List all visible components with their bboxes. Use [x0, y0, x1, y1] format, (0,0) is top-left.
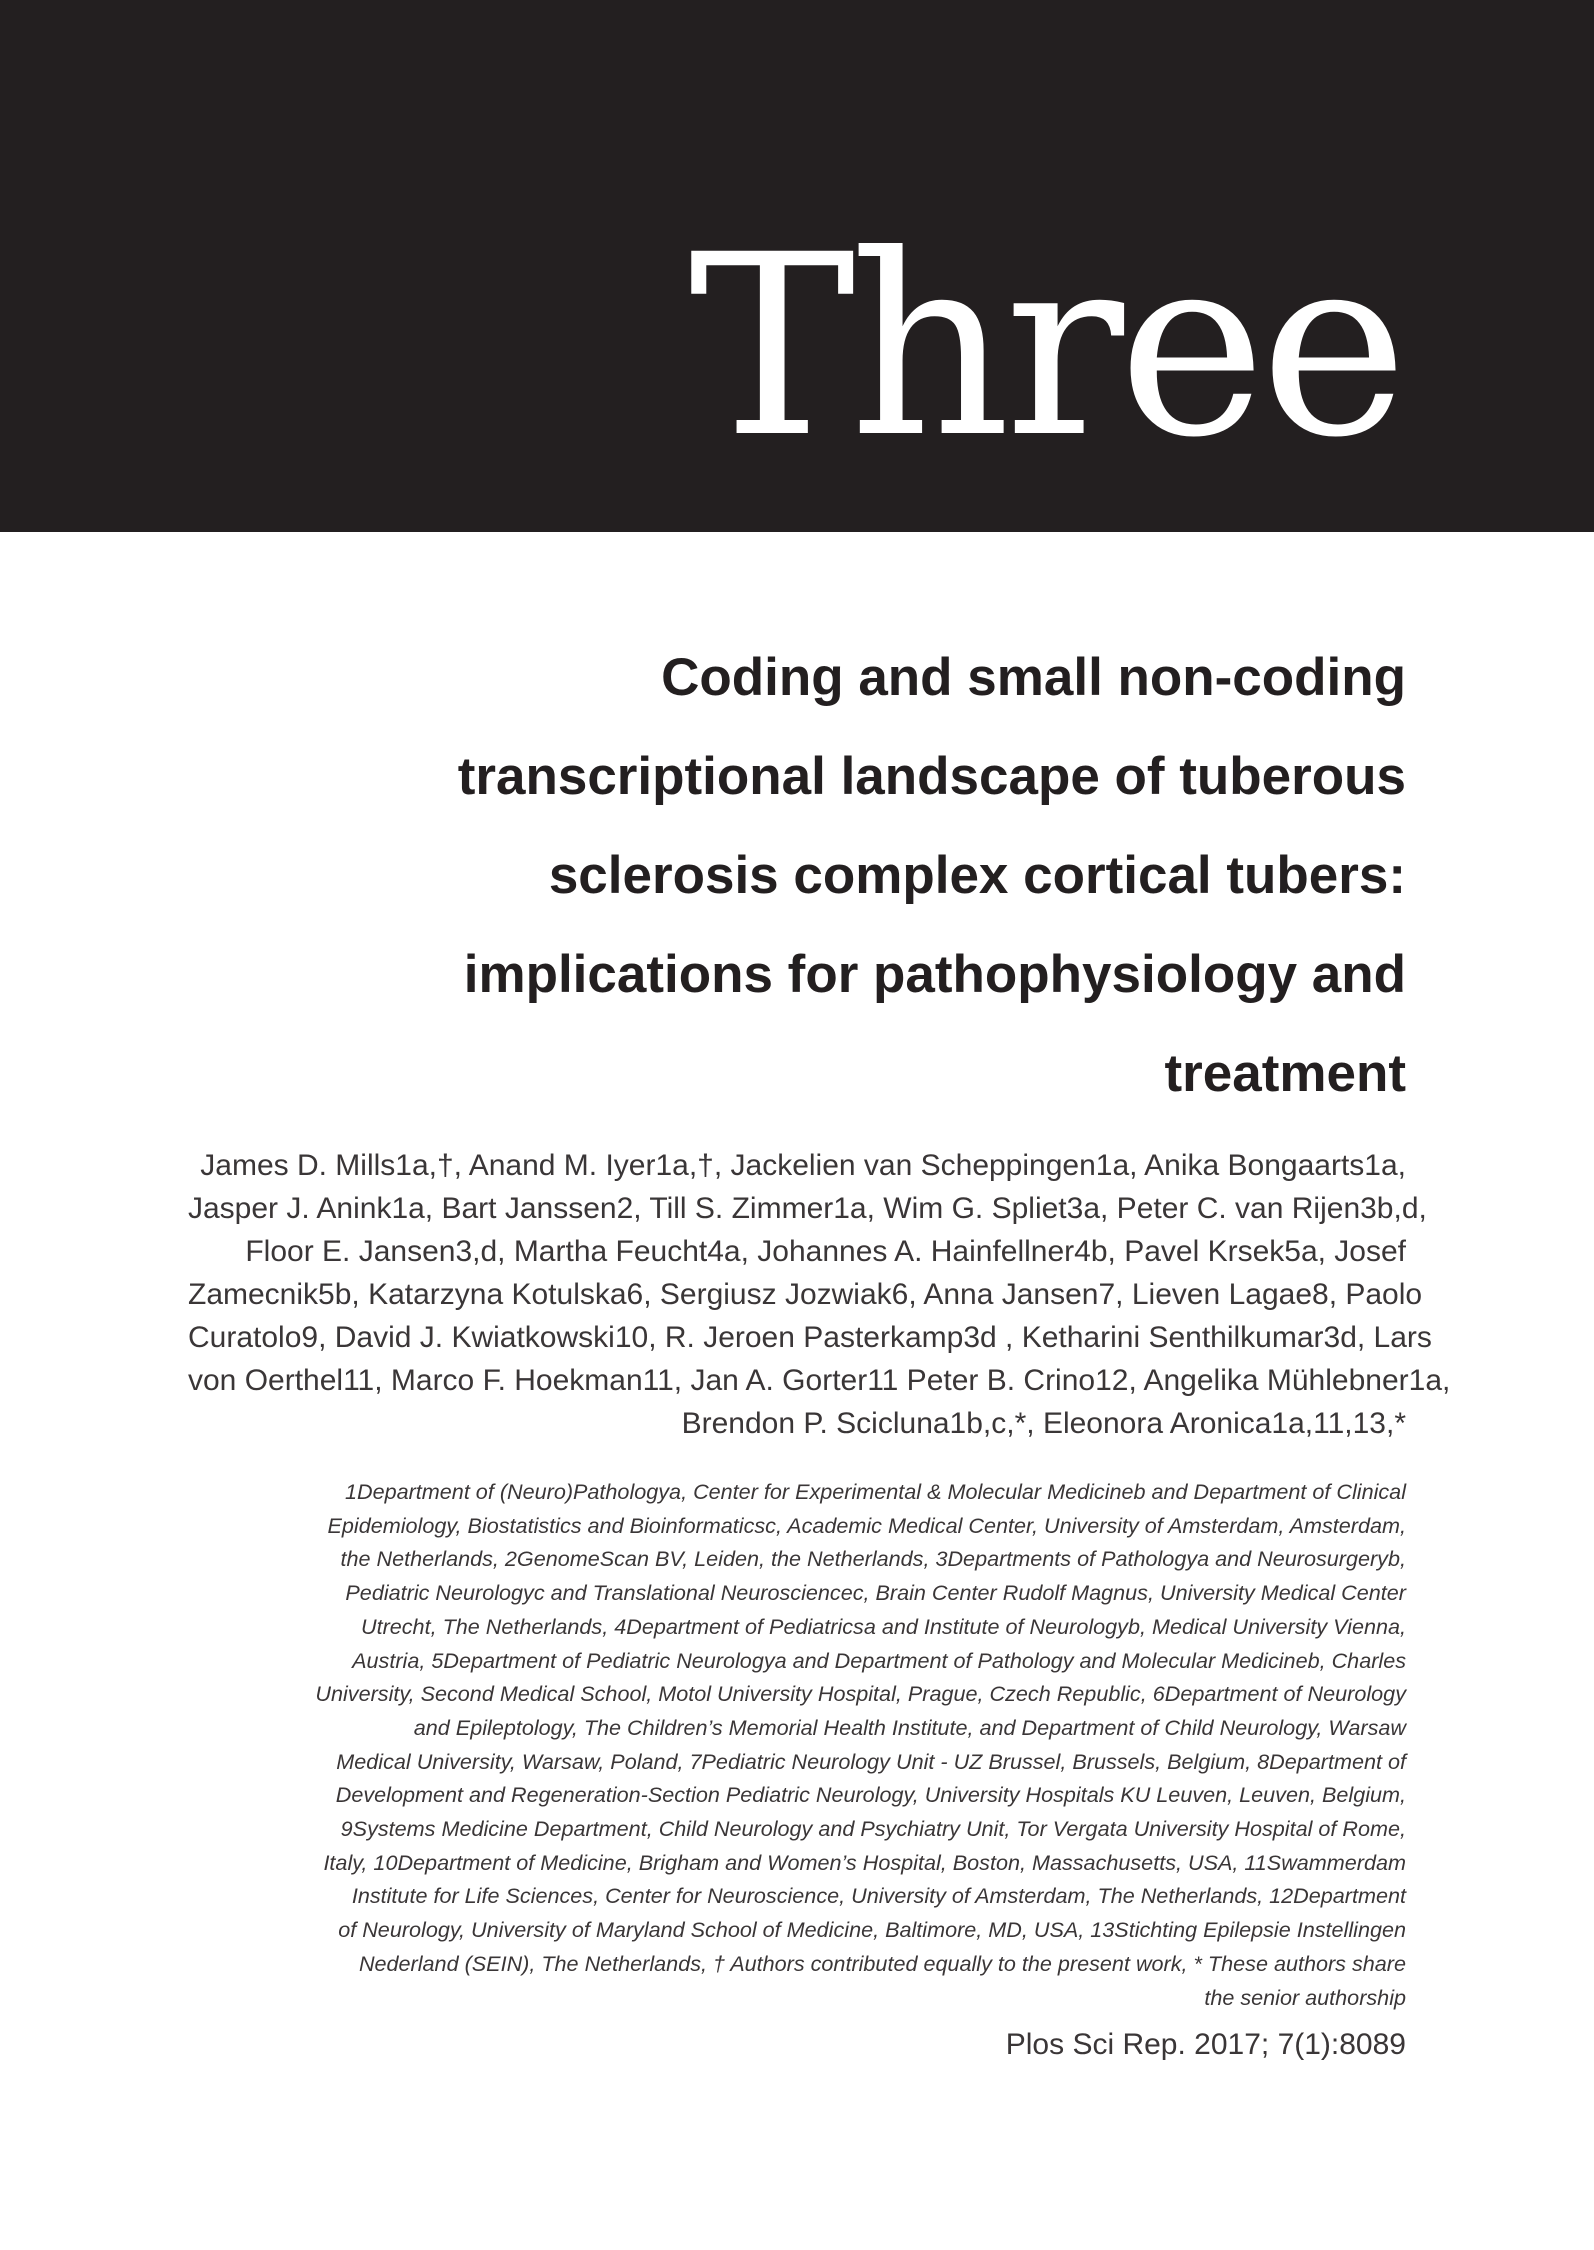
author-line: von Oerthel11, Marco F. Hoekman11, Jan A. Gorter11 Peter B. Crino12, Angelika Mühlebner1a, [188, 1364, 1451, 1397]
affiliation-line: the senior authorship [1204, 1984, 1406, 2010]
affiliation-line: Institute for Life Sciences, Center for Neuroscience, University of Amsterdam, The Netherlands, 12Department [351, 1883, 1406, 1909]
paper-title [188, 628, 1406, 1123]
title-line: sclerosis complex cortical tubers: [548, 846, 1406, 905]
affiliation-line: Epidemiology, Biostatistics and Bioinformaticsc, Academic Medical Center, University of Amsterdam, Amsterdam, [327, 1512, 1406, 1538]
affiliation-line: Nederland (SEIN), The Netherlands, † Authors contributed equally to the present work, * These authors share [358, 1950, 1406, 1976]
title-line: treatment [1164, 1044, 1406, 1103]
chapter-number-heading: Three [688, 201, 1402, 492]
title-line: Coding and small non-coding [661, 648, 1406, 707]
affiliation-line: Medical University, Warsaw, Poland, 7Pediatric Neurology Unit - UZ Brussel, Brussels, Belgium, 8Department of [336, 1748, 1406, 1774]
affiliation-line: 1Department of (Neuro)Pathologya, Center for Experimental & Molecular Medicineb and Department of Clinical [344, 1479, 1406, 1504]
affiliation-line: Austria, 5Department of Pediatric Neurologya and Department of Pathology and Molecular Medicineb, Charles [352, 1647, 1406, 1673]
author-line: Zamecnik5b, Katarzyna Kotulska6, Sergiusz Jozwiak6, Anna Jansen7, Lieven Lagae8, Paolo [188, 1278, 1423, 1311]
affiliation-line: 9Systems Medicine Department, Child Neurology and Psychiatry Unit, Tor Vergata University Hospital of Rome, [340, 1816, 1406, 1842]
chapter-banner [0, 0, 1594, 532]
affiliation-line: University, Second Medical School, Motol University Hospital, Prague, Czech Republic, 6Department of Neurology [315, 1681, 1406, 1707]
affiliations-block [188, 1475, 1406, 2014]
journal-citation: Plos Sci Rep. 2017; 7(1):8089 [1005, 2028, 1406, 2061]
author-line: Floor E. Jansen3,d, Martha Feucht4a, Johannes A. Hainfellner4b, Pavel Krsek5a, Josef [245, 1235, 1406, 1268]
affiliation-line: Development and Regeneration-Section Pediatric Neurology, University Hospitals KU Leuven, Leuven, Belgium, [335, 1782, 1406, 1808]
author-line: Brendon P. Scicluna1b,c,*, Eleonora Aronica1a,11,13,* [681, 1407, 1406, 1440]
author-line: James D. Mills1a,†, Anand M. Iyer1a,†, Jackelien van Scheppingen1a, Anika Bongaarts1a, [200, 1149, 1406, 1182]
title-line: implications for pathophysiology and [463, 945, 1406, 1004]
author-line: Jasper J. Anink1a, Bart Janssen2, Till S. Zimmer1a, Wim G. Spliet3a, Peter C. van Rijen3b,d, [188, 1192, 1427, 1225]
author-line: Curatolo9, David J. Kwiatkowski10, R. Jeroen Pasterkamp3d , Ketharini Senthilkumar3d, Lars [188, 1321, 1432, 1354]
author-list [188, 1144, 1451, 1445]
affiliation-line: of Neurology, University of Maryland School of Medicine, Baltimore, MD, USA, 13Stichting Epilepsie Instellingen [338, 1917, 1406, 1943]
affiliation-line: Pediatric Neurologyc and Translational Neurosciencec, Brain Center Rudolf Magnus, University Medical Center [345, 1580, 1406, 1606]
affiliation-line: Utrecht, The Netherlands, 4Department of Pediatricsa and Institute of Neurologyb, Medical University Vienna, [360, 1613, 1406, 1639]
affiliation-line: the Netherlands, 2GenomeScan BV, Leiden, the Netherlands, 3Departments of Pathologya and Neurosurgeryb, [340, 1546, 1406, 1572]
title-line: transcriptional landscape of tuberous [457, 747, 1406, 806]
affiliation-line: and Epileptology, The Children’s Memorial Health Institute, and Department of Child Neurology, Warsaw [413, 1714, 1406, 1740]
affiliation-line: Italy, 10Department of Medicine, Brigham and Women’s Hospital, Boston, Massachusetts, USA, 11Swammerdam [323, 1849, 1406, 1875]
